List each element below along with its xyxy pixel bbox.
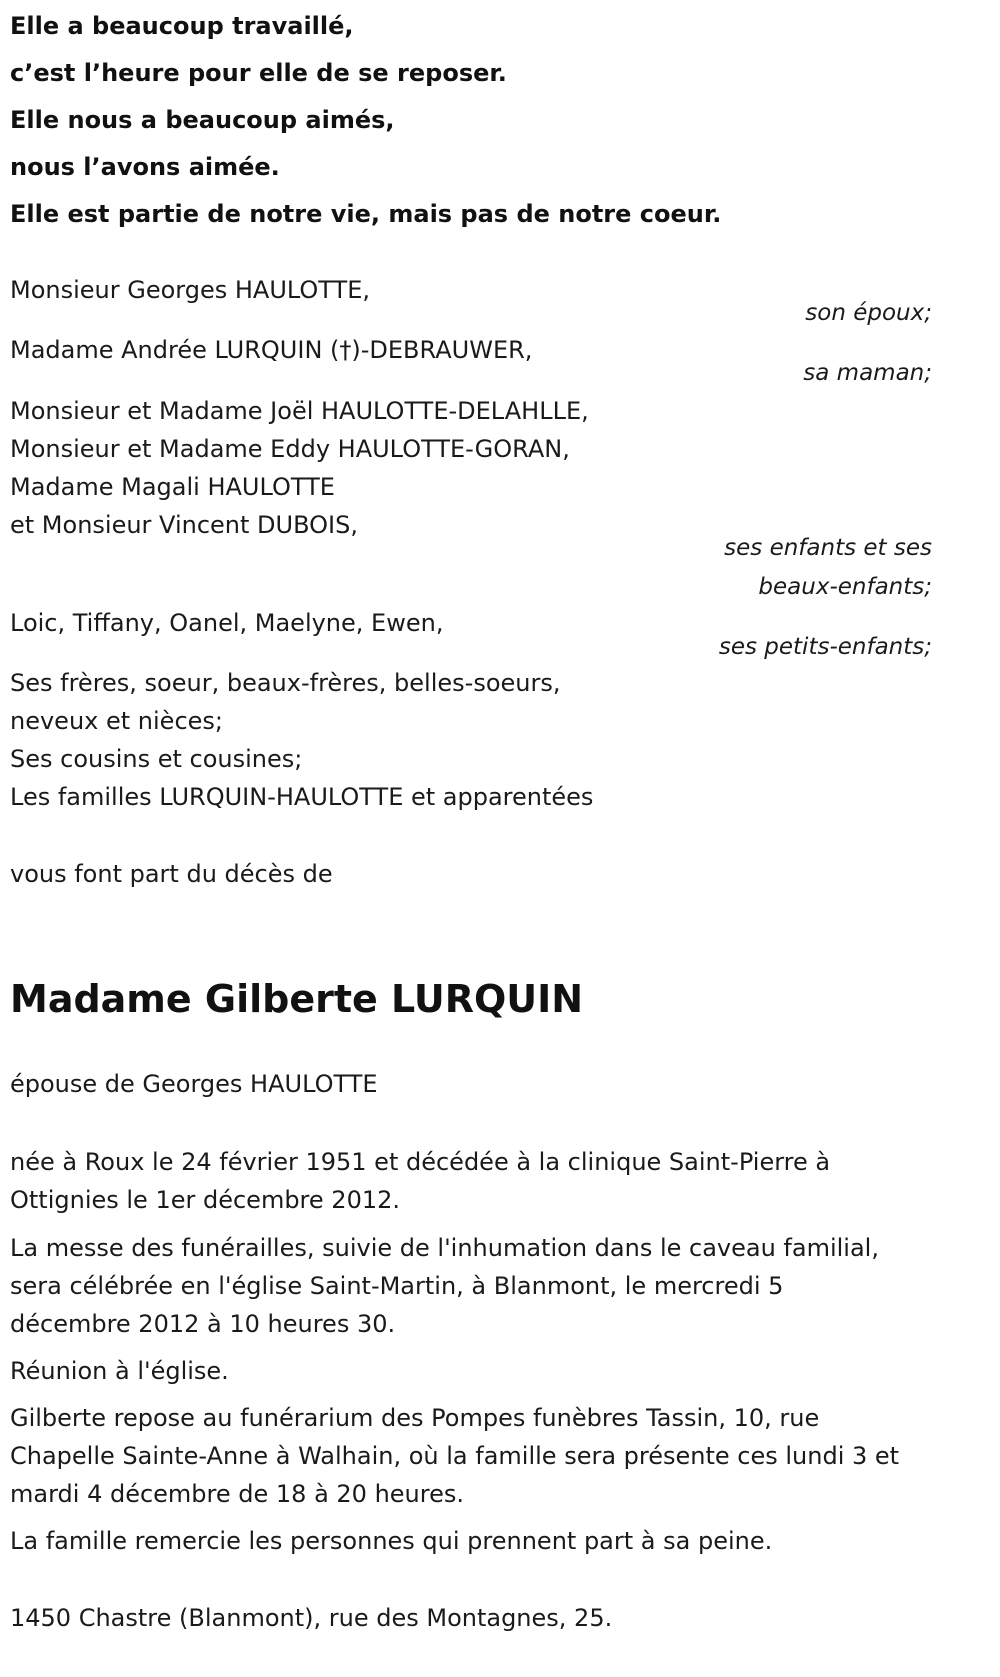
spouse-line: épouse de Georges HAULOTTE <box>10 1070 378 1098</box>
grandchildren-relation: ses petits-enfants; <box>718 634 932 660</box>
poem-line: c’est l’heure pour elle de se reposer. <box>10 59 507 87</box>
poem-line: Elle est partie de notre vie, mais pas de notre coeur. <box>10 200 722 228</box>
mother-name: Madame Andrée LURQUIN (†)-DEBRAUWER, <box>10 336 533 364</box>
husband-name: Monsieur Georges HAULOTTE, <box>10 276 370 304</box>
grandchildren-names: Loic, Tiffany, Oanel, Maelyne, Ewen, <box>10 609 444 637</box>
birth-death-line: Ottignies le 1er décembre 2012. <box>10 1186 400 1214</box>
husband-relation: son époux; <box>805 300 932 326</box>
funeral-line: décembre 2012 à 10 heures 30. <box>10 1310 396 1338</box>
funeral-line: sera célébrée en l'église Saint-Martin, à Blanmont, le mercredi 5 <box>10 1272 784 1300</box>
other-relatives: Ses cousins et cousines; <box>10 745 303 773</box>
child-name: Monsieur et Madame Eddy HAULOTTE-GORAN, <box>10 435 570 463</box>
announcement: vous font part du décès de <box>10 860 333 888</box>
children-relation: ses enfants et ses <box>724 535 932 561</box>
visitation-line: Chapelle Sainte-Anne à Walhain, où la famille sera présente ces lundi 3 et <box>10 1442 900 1470</box>
mother-relation: sa maman; <box>803 360 932 386</box>
other-relatives: neveux et nièces; <box>10 707 223 735</box>
funeral-line: La messe des funérailles, suivie de l'inhumation dans le caveau familial, <box>10 1234 879 1262</box>
thanks-line: La famille remercie les personnes qui prennent part à sa peine. <box>10 1527 773 1555</box>
poem-line: Elle nous a beaucoup aimés, <box>10 106 395 134</box>
address: 1450 Chastre (Blanmont), rue des Montagnes, 25. <box>10 1604 613 1632</box>
birth-death-line: née à Roux le 24 février 1951 et décédée à la clinique Saint-Pierre à <box>10 1148 831 1176</box>
child-name: Madame Magali HAULOTTE <box>10 473 335 501</box>
poem-line: Elle a beaucoup travaillé, <box>10 12 354 40</box>
meeting-line: Réunion à l'église. <box>10 1357 229 1385</box>
other-relatives: Ses frères, soeur, beaux-frères, belles-soeurs, <box>10 669 561 697</box>
children-relation: beaux-enfants; <box>758 574 932 600</box>
child-name: Monsieur et Madame Joël HAULOTTE-DELAHLLE, <box>10 397 589 425</box>
poem-line: nous l’avons aimée. <box>10 153 280 181</box>
child-name: et Monsieur Vincent DUBOIS, <box>10 511 358 539</box>
visitation-line: Gilberte repose au funérarium des Pompes funèbres Tassin, 10, rue <box>10 1404 820 1432</box>
deceased-name: Madame Gilberte LURQUIN <box>10 977 584 1021</box>
other-relatives: Les familles LURQUIN-HAULOTTE et apparentées <box>10 783 594 811</box>
visitation-line: mardi 4 décembre de 18 à 20 heures. <box>10 1480 464 1508</box>
